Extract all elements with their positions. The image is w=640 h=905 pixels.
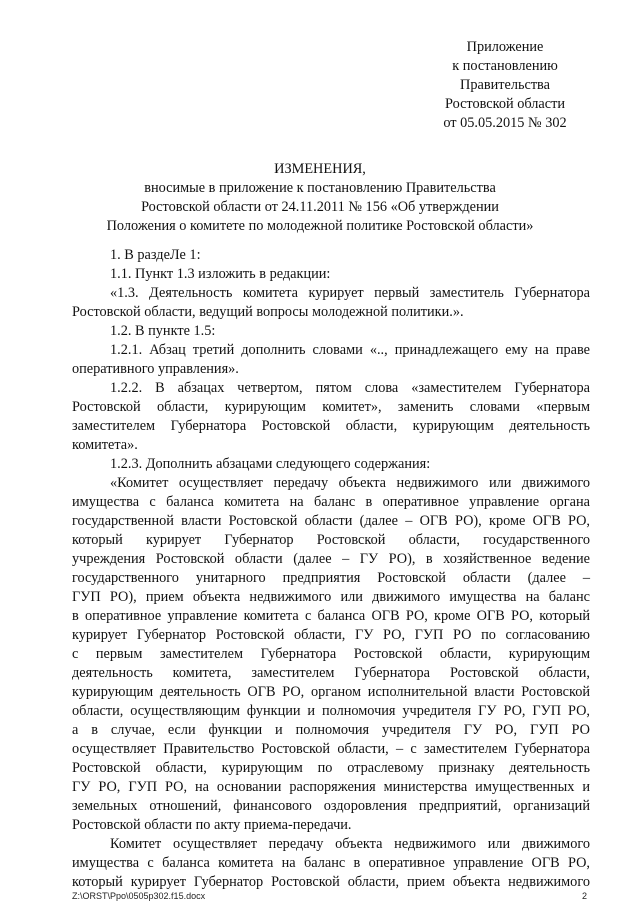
body-line: а в случае, если функции и полномочия учредителя ГУ РО, ГУП РО (72, 722, 590, 738)
header-line: Ростовской области (444, 96, 566, 112)
body-line: деятельность комитета, заместителем Губернатора Ростовской области, (72, 665, 590, 681)
body-line: комитета». (72, 437, 138, 453)
body-line: ГУ РО, ГУП РО, на основании распоряжения министерства имущественных и (72, 779, 590, 795)
body-line: учреждения Ростовской области (далее – ГУ РО), в хозяйственное ведение (72, 551, 590, 567)
body-line: ГУП РО), прием объекта недвижимого или движимого имущества на баланс (72, 589, 590, 605)
body-line: области, осуществляющим функции и полномочия учредителя ГУ РО, ГУП РО, (72, 703, 590, 719)
title-subline: Положения о комитете по молодежной политике Ростовской области» (106, 218, 534, 234)
body-line: 1.2. В пункте 1.5: (110, 323, 216, 339)
body-line: «1.3. Деятельность комитета курирует первый заместитель Губернатора (110, 285, 590, 301)
body-line: 1.1. Пункт 1.3 изложить в редакции: (110, 266, 331, 282)
body-line: 1. В раздеЛе 1: (110, 247, 201, 263)
body-line: 1.2.3. Дополнить абзацами следующего содержания: (110, 456, 431, 472)
body-line: Ростовской области, курирующим по отраслевому признаку деятельность (72, 760, 590, 776)
body-line: Ростовской области, ведущий вопросы молодежной политики.». (72, 304, 464, 320)
header-line: Приложение (466, 39, 544, 55)
body-line: заместителем Губернатора Ростовской области, курирующим деятельность (72, 418, 590, 434)
body-line: Комитет осуществляет передачу объекта недвижимого или движимого (110, 836, 590, 852)
footer-file-path: Z:\ORST\Ppo\0505p302.f15.docx (72, 891, 206, 901)
body-line: государственного унитарного предприятия Ростовской области (далее – (72, 570, 590, 586)
body-line: в оперативное управление комитета с баланса ОГВ РО, кроме ОГВ РО, который (72, 608, 590, 624)
body-line: который курирует Губернатор Ростовской области, государственного (72, 532, 590, 548)
title-subline: Ростовской области от 24.11.2011 № 156 «Об утверждении (141, 199, 499, 215)
page-number: 2 (582, 891, 588, 901)
header-line: от 05.05.2015 № 302 (443, 115, 567, 131)
body-line: 1.2.1. Абзац третий дополнить словами «.., принадлежащего ему на праве (110, 342, 590, 358)
document-title: ИЗМЕНЕНИЯ, (274, 161, 366, 177)
body-line: осуществляет Правительство Ростовской области, – с заместителем Губернатора (72, 741, 590, 757)
body-line: земельных отношений, финансового оздоровления предприятий, организаций (72, 798, 590, 814)
body-line: государственной власти Ростовской области (далее – ОГВ РО), кроме ОГВ РО, (72, 513, 590, 529)
body-line: оперативного управления». (72, 361, 239, 377)
header-line: Правительства (460, 77, 550, 93)
body-line: курирующим деятельность ОГВ РО, органом исполнительной власти Ростовской (72, 684, 590, 700)
body-line: который курирует Губернатор Ростовской области, прием объекта недвижимого (72, 874, 590, 890)
body-line: «Комитет осуществляет передачу объекта недвижимого или движимого (110, 475, 590, 491)
header-line: к постановлению (452, 58, 558, 74)
body-line: Ростовской области по акту приема-передачи. (72, 817, 352, 833)
title-subline: вносимые в приложение к постановлению Правительства (144, 180, 496, 196)
body-line: курирует Губернатор Ростовской области, ГУ РО, ГУП РО по согласованию (72, 627, 590, 643)
body-line: Ростовской области, курирующим комитет», заменить словами «первым (72, 399, 590, 415)
body-line: 1.2.2. В абзацах четвертом, пятом слова «заместителем Губернатора (110, 380, 590, 396)
body-line: имущества с баланса комитета на баланс в оперативное управление ОГВ РО, (72, 855, 590, 871)
body-line: с первым заместителем Губернатора Ростовской области, курирующим (72, 646, 590, 662)
body-line: имущества с баланса комитета на баланс в оперативное управление органа (72, 494, 590, 510)
